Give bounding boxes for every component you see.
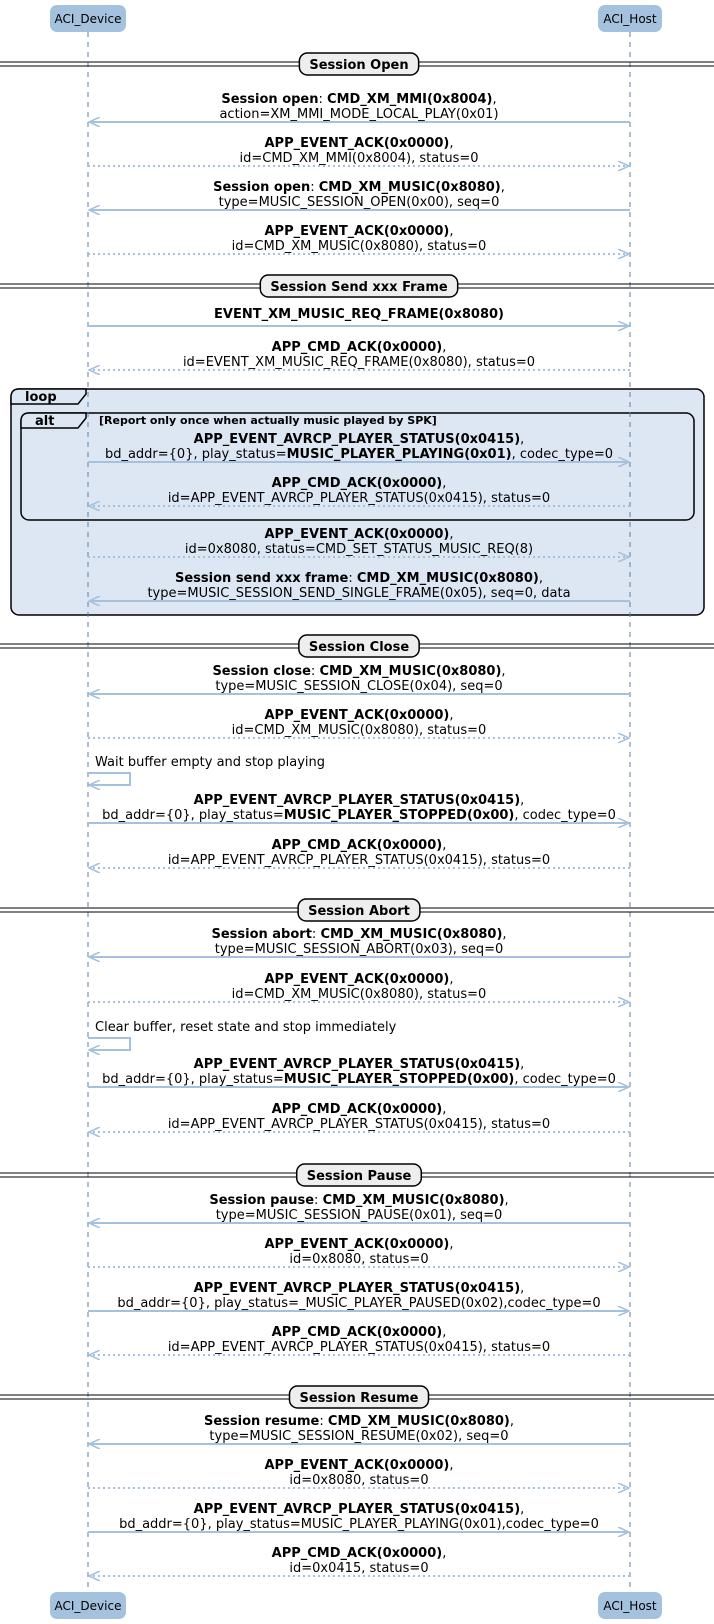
message-text-span: APP_EVENT_AVRCP_PLAYER_STATUS(0x0415) (193, 793, 521, 808)
message (88, 1237, 629, 1267)
message-text-span: APP_EVENT_ACK(0x0000) (264, 708, 450, 723)
message-text-line (105, 447, 613, 462)
message-text-span: , (502, 927, 507, 942)
message-text-span: , (442, 476, 447, 491)
message-text-span: id=APP_EVENT_AVRCP_PLAYER_STATUS(0x0415), status=0 (167, 853, 551, 868)
message (89, 1546, 630, 1576)
message-text-line (147, 586, 570, 601)
message-text-span: , (538, 571, 543, 586)
message-text-span: , (520, 1057, 525, 1072)
message-text-line (194, 793, 525, 808)
message-text-span: , (449, 527, 454, 542)
message-text-span: Session abort (211, 927, 312, 942)
participant-host-bottom (598, 1592, 662, 1619)
message-text-span: APP_EVENT_AVRCP_PLAYER_STATUS(0x0415) (193, 1281, 521, 1296)
message-text-line (219, 107, 498, 122)
message-text-span: APP_EVENT_ACK(0x0000) (264, 224, 450, 239)
participant-device-bottom (50, 1592, 126, 1619)
message-text-line (214, 307, 504, 322)
message-text-line (183, 355, 535, 370)
divider-label: Session Abort (308, 904, 410, 919)
message-text-span: , codec_type=0 (514, 1072, 616, 1087)
alt-condition: [Report only once when actually music played by SPK] (99, 414, 437, 427)
message-text-line (265, 972, 454, 987)
message-text-line (272, 1546, 447, 1561)
divider-label: Session Open (309, 58, 409, 73)
message-text-span: : (310, 664, 320, 679)
message-text-span: , (500, 180, 505, 195)
message-text-line (272, 1325, 447, 1340)
message-text-line (232, 987, 487, 1002)
message-text-span: Session open (221, 92, 319, 107)
message (89, 1414, 630, 1444)
message (88, 793, 629, 823)
message-text-span: MUSIC_PLAYER_STOPPED(0x00) (283, 1072, 515, 1087)
divider-session-abort (0, 899, 714, 921)
message-text-span: Session resume (203, 1414, 320, 1429)
message-text-span: , (442, 838, 447, 853)
message-text-span: , (509, 1414, 515, 1429)
message-text-span: APP_CMD_ACK(0x0000) (271, 838, 443, 853)
message (89, 927, 630, 957)
message (88, 1057, 629, 1087)
message-text-line (168, 491, 550, 506)
message (88, 307, 629, 326)
message-text-span: , (492, 92, 497, 107)
message-text-span: , (442, 1325, 447, 1340)
message-text-span: , (442, 1102, 447, 1117)
message (88, 708, 629, 738)
message-text-line (272, 476, 447, 491)
message-text-span: , codec_type=0 (514, 808, 616, 823)
message-text-span: APP_EVENT_AVRCP_PLAYER_STATUS(0x0415) (193, 1502, 521, 1517)
message-text-span: CMD_XM_MMI(0x8004) (327, 92, 493, 107)
message-text-span: id=CMD_XM_MUSIC(0x8080), status=0 (231, 987, 487, 1002)
message-text-span: , (449, 1237, 454, 1252)
message-text-span: APP_CMD_ACK(0x0000) (271, 340, 443, 355)
message-text-span: type=MUSIC_SESSION_SEND_SINGLE_FRAME(0x05), seq=0, data (147, 586, 571, 601)
participant-device-label: ACI_Device (54, 12, 122, 26)
message-text-line (102, 808, 616, 823)
message-text-span: CMD_XM_MUSIC(0x8080) (322, 1193, 505, 1208)
message-text-span: Session send xxx frame (175, 571, 349, 586)
message-text-span: : (311, 927, 321, 942)
message-text-span: type=MUSIC_SESSION_OPEN(0x00), seq=0 (218, 195, 500, 210)
message-text-span: , (449, 1458, 454, 1473)
self-message-label: Wait buffer empty and stop playing (95, 755, 326, 770)
message (89, 1102, 630, 1132)
message-text-span: id=CMD_XM_MMI(0x8004), status=0 (239, 151, 479, 166)
message-text-line (215, 679, 502, 694)
message-text-line (211, 927, 506, 942)
message-text-line (194, 432, 525, 447)
message-text-span: bd_addr={0}, play_status= (104, 447, 287, 462)
message-text-span: CMD_XM_MUSIC(0x8080) (327, 1414, 510, 1429)
message-text-span: : (319, 1414, 328, 1429)
message-text-span: CMD_XM_MUSIC(0x8080) (318, 180, 501, 195)
message-text-span: id=CMD_XM_MUSIC(0x8080), status=0 (231, 723, 487, 738)
message-text-span: , (449, 708, 454, 723)
message-text-span: CMD_XM_MUSIC(0x8080) (320, 927, 503, 942)
message-text-line (265, 1458, 454, 1473)
loop-label: loop (25, 390, 57, 405)
message-text-line (209, 1429, 508, 1444)
message-text-span: APP_CMD_ACK(0x0000) (271, 1325, 443, 1340)
message-text-line (265, 1237, 454, 1252)
message-text-span: : (318, 92, 328, 107)
message-text-span: bd_addr={0}, play_status= (102, 1072, 284, 1087)
message-text-span: , (520, 1281, 525, 1296)
message-text-span: bd_addr={0}, play_status= (102, 808, 284, 823)
message-text-span: action=XM_MMI_MODE_LOCAL_PLAY(0x01) (219, 107, 499, 122)
message (88, 1281, 629, 1311)
message-text-line (219, 195, 500, 210)
message-text-span: MUSIC_PLAYER_STOPPED(0x00) (283, 808, 515, 823)
self-message (88, 1020, 397, 1050)
message-text-span: APP_EVENT_ACK(0x0000) (264, 527, 450, 542)
alt-label: alt (35, 414, 55, 429)
message (89, 92, 630, 122)
message (88, 224, 629, 254)
message-text-line (175, 571, 543, 586)
message-text-span: CMD_XM_MUSIC(0x8080) (319, 664, 502, 679)
message-text-line (209, 1193, 508, 1208)
message-text-line (265, 527, 454, 542)
divider-session-open (0, 53, 714, 75)
message-text-span: APP_EVENT_AVRCP_PLAYER_STATUS(0x0415) (193, 1057, 521, 1072)
divider-session-close (0, 635, 714, 657)
message-text-line (265, 708, 454, 723)
divider-label: Session Resume (299, 1391, 419, 1406)
message-text-span: , (520, 793, 525, 808)
message-text-span: type=MUSIC_SESSION_PAUSE(0x01), seq=0 (215, 1208, 503, 1223)
message-text-span: id=APP_EVENT_AVRCP_PLAYER_STATUS(0x0415), status=0 (167, 491, 551, 506)
message-text-line (272, 838, 447, 853)
message-text-span: : (314, 1193, 323, 1208)
participant-device-top (50, 5, 126, 32)
message-text-span: Session pause (209, 1193, 315, 1208)
message-text-line (194, 1502, 525, 1517)
message-text-span: APP_EVENT_ACK(0x0000) (264, 136, 450, 151)
message-text-span: CMD_XM_MUSIC(0x8080) (356, 571, 539, 586)
message-text-span: id=CMD_XM_MUSIC(0x8080), status=0 (231, 239, 487, 254)
divider-label: Session Close (308, 640, 410, 655)
message-text-span: APP_EVENT_ACK(0x0000) (264, 972, 450, 987)
divider-session-pause (0, 1164, 714, 1186)
message-text-span: , (449, 972, 454, 987)
message-text-line (265, 136, 454, 151)
message-text-span: , (449, 224, 454, 239)
message-text-span: Session open (213, 180, 311, 195)
message-text-line (216, 1208, 503, 1223)
message-text-line (194, 1281, 525, 1296)
message (88, 1502, 629, 1532)
message-text-span: MUSIC_PLAYER_PLAYING(0x01) (286, 447, 512, 462)
message-text-span: id=0x8080, status=0 (289, 1252, 429, 1267)
message-text-line (185, 542, 533, 557)
message-text-span: , (520, 432, 525, 447)
message (89, 1193, 630, 1223)
message-text-line (204, 1414, 514, 1429)
message-text-span: , (520, 1502, 525, 1517)
message-text-span: bd_addr={0}, play_status=MUSIC_PLAYER_PLAYING(0x01),codec_type=0 (119, 1517, 599, 1532)
message-text-line (194, 1057, 525, 1072)
message (88, 136, 629, 166)
message (89, 664, 630, 694)
message-text-line (213, 180, 505, 195)
participant-host-label: ACI_Host (603, 1599, 657, 1613)
message-text-span: , (442, 340, 447, 355)
message-text-span: APP_CMD_ACK(0x0000) (271, 1102, 443, 1117)
participant-device-label: ACI_Device (54, 1599, 122, 1613)
message-text-span: Session close (212, 664, 311, 679)
message-text-line (168, 1117, 550, 1132)
divider-session-send-xxx-frame (0, 275, 714, 297)
message-text-span: APP_CMD_ACK(0x0000) (271, 476, 443, 491)
message-text-span: type=MUSIC_SESSION_ABORT(0x03), seq=0 (214, 942, 504, 957)
message-text-span: , (449, 136, 454, 151)
message-text-span: , (442, 1546, 447, 1561)
message (89, 340, 630, 370)
message-text-span: APP_EVENT_ACK(0x0000) (264, 1237, 450, 1252)
divider-session-resume (0, 1386, 714, 1408)
message-text-line (289, 1473, 428, 1488)
message-text-line (289, 1561, 428, 1576)
participant-host-top (598, 5, 662, 32)
message-text-span: : (310, 180, 319, 195)
messages-layer (88, 92, 630, 1576)
message-text-line (117, 1296, 600, 1311)
message-text-line (289, 1252, 428, 1267)
message-text-line (212, 664, 505, 679)
message-text-span: id=0x0415, status=0 (289, 1561, 429, 1576)
message-text-span: id=APP_EVENT_AVRCP_PLAYER_STATUS(0x0415), status=0 (167, 1340, 551, 1355)
message (89, 1325, 630, 1355)
self-message-label: Clear buffer, reset state and stop immediately (95, 1020, 397, 1035)
self-message (88, 755, 325, 785)
message-text-line (232, 723, 487, 738)
message-text-line (168, 1340, 550, 1355)
message-text-span: id=APP_EVENT_AVRCP_PLAYER_STATUS(0x0415), status=0 (167, 1117, 551, 1132)
message-text-line (272, 340, 447, 355)
message-text-span: APP_EVENT_ACK(0x0000) (264, 1458, 450, 1473)
message-text-line (102, 1072, 616, 1087)
message (89, 838, 630, 868)
message (89, 180, 630, 210)
message-text-line (215, 942, 504, 957)
message-text-span: type=MUSIC_SESSION_RESUME(0x02), seq=0 (209, 1429, 509, 1444)
message-text-span: type=MUSIC_SESSION_CLOSE(0x04), seq=0 (215, 679, 503, 694)
message (88, 972, 629, 1002)
message-text-span: : (348, 571, 357, 586)
message-text-span: , codec_type=0 (511, 447, 614, 462)
message (88, 1458, 629, 1488)
divider-label: Session Pause (306, 1169, 412, 1184)
message-text-span: APP_EVENT_AVRCP_PLAYER_STATUS(0x0415) (193, 432, 521, 447)
divider-label: Session Send xxx Frame (270, 280, 448, 295)
message-text-line (221, 92, 496, 107)
message-text-span: APP_CMD_ACK(0x0000) (271, 1546, 443, 1561)
message-text-span: bd_addr={0}, play_status=_MUSIC_PLAYER_PAUSED(0x02),codec_type=0 (117, 1296, 601, 1311)
message-text-span: id=EVENT_XM_MUSIC_REQ_FRAME(0x8080), status=0 (182, 355, 536, 370)
message-text-span: EVENT_XM_MUSIC_REQ_FRAME(0x8080) (214, 307, 504, 322)
message-text-line (168, 853, 550, 868)
message-text-span: , (501, 664, 506, 679)
message-text-span: id=0x8080, status=0 (289, 1473, 429, 1488)
participant-host-label: ACI_Host (603, 12, 657, 26)
message-text-span: , (504, 1193, 509, 1208)
message-text-line (232, 239, 487, 254)
message-text-line (119, 1517, 599, 1532)
message-text-line (239, 151, 478, 166)
message-text-line (265, 224, 454, 239)
message-text-span: id=0x8080, status=CMD_SET_STATUS_MUSIC_REQ(8) (184, 542, 534, 557)
message-text-line (272, 1102, 447, 1117)
